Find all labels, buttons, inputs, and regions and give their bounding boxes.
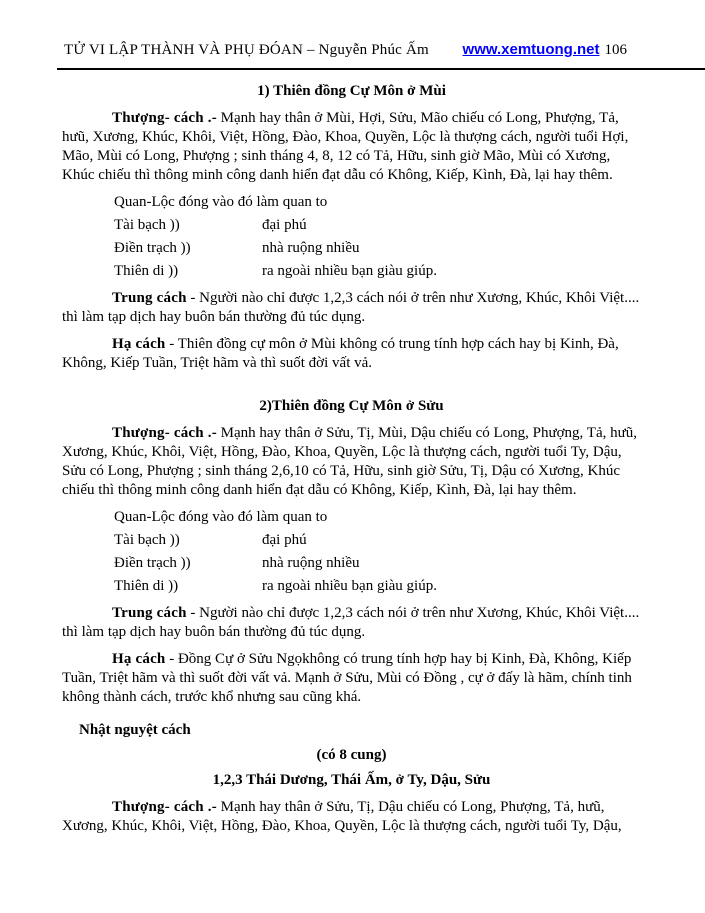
list-item-label: Điền trạch ))	[114, 240, 191, 256]
book-title: TỬ VI LẬP THÀNH VÀ PHỤ ĐÓAN – Nguyễn Phúc Ấm	[64, 42, 429, 58]
section-2-trung-paragraph	[62, 604, 641, 642]
list-item	[114, 216, 641, 235]
page-content	[62, 82, 641, 836]
section-1-title: 1) Thiên đồng Cự Môn ở Mùi	[257, 83, 446, 99]
thuong-cach-label: Thượng- cách .-	[112, 110, 217, 126]
list-item-value: đại phú	[262, 532, 307, 548]
list-item-value: ra ngoài nhiều bạn giàu giúp.	[262, 578, 437, 594]
list-item	[114, 554, 641, 573]
list-item-label: Quan-Lộc đóng vào đó làm quan to	[114, 509, 328, 525]
page-number: 106	[604, 42, 627, 58]
ha-cach-text: - Thiên đồng cự môn ở Mùi không có trung tính hợp cách hay bị Kinh, Đà, Không, Kiếp Tuần, Triệt hãm và thì suốt đời vất vả.	[62, 336, 619, 371]
section-1-thuong-paragraph	[62, 109, 641, 185]
nhat-nguyet-subtitle: 1,2,3 Thái Dương, Thái Ấm, ở Ty, Dậu, Sửu	[212, 772, 491, 788]
nhat-nguyet-heading: Nhật nguyệt cách	[79, 722, 191, 738]
thuong-cach-text: Mạnh hay thân ở Sửu, Tị, Dậu chiếu có Long, Phượng, Tả, hưũ, Xương, Khúc, Khôi, Việt, Hồng, Đào, Khoa, Quyền, Lộc là thượng cách, người tuổi Ty, Dậu,	[62, 799, 622, 834]
list-item-label: Tài bạch ))	[114, 532, 180, 548]
list-item-label: Thiên di ))	[114, 578, 179, 594]
list-item-label: Tài bạch ))	[114, 217, 180, 233]
list-item-value: nhà ruộng nhiều	[262, 240, 360, 256]
list-item	[114, 239, 641, 258]
trung-cach-label: Trung cách	[112, 605, 187, 621]
section-2-title: 2)Thiên đồng Cự Môn ở Sửu	[259, 398, 444, 414]
section-1-trung-paragraph	[62, 289, 641, 327]
trung-cach-label: Trung cách	[112, 290, 187, 306]
section-2-list	[114, 508, 641, 596]
header-right	[463, 40, 627, 60]
ha-cach-text: - Đồng Cự ở Sửu Ngọkhông có trung tính hợp hay bị Kinh, Đà, Không, Kiếp Tuần, Triệt hãm và thì suốt đời vất vả. Mạnh ở Sửu, Mùi có Đồng , cự ở đấy là hãm, chính tinh không thành cách, trước khổ nhưng sau cũng khá.	[62, 651, 632, 705]
list-item	[114, 577, 641, 596]
header-divider	[57, 68, 705, 70]
page-header	[64, 0, 627, 60]
list-item	[114, 193, 641, 212]
thuong-cach-label: Thượng- cách .-	[112, 799, 217, 815]
section-1-list	[114, 193, 641, 281]
list-item-label: Thiên di ))	[114, 263, 179, 279]
list-item-value: đại phú	[262, 217, 307, 233]
thuong-cach-text: Mạnh hay thân ở Mùi, Hợi, Sửu, Mão chiếu có Long, Phượng, Tả, hưũ, Xương, Khúc, Khôi, Việt, Hồng, Đào, Khoa, Quyền, Lộc là thượng cách, người tuổi Hợi, Mão, Mùi có Long, Phượng ; sinh tháng 4, 8, 12 có Tả, Hữu, sinh giờ Mão, Mùi có Xương, Khúc chiếu thì thông minh công danh hiển đạt dẫu có Không, Kiếp, Kình, Đà, lại hay thêm.	[62, 110, 629, 183]
list-item	[114, 262, 641, 281]
ha-cach-label: Hạ cách	[112, 651, 166, 667]
list-item-label: Điền trạch ))	[114, 555, 191, 571]
thuong-cach-label: Thượng- cách .-	[112, 425, 217, 441]
section-1-ha-paragraph	[62, 335, 641, 373]
section-2-thuong-paragraph	[62, 424, 641, 500]
nhat-nguyet-thuong-paragraph	[62, 798, 641, 836]
nhat-nguyet-subheading: (có 8 cung)	[316, 747, 387, 763]
thuong-cach-text: Mạnh hay thân ở Sửu, Tị, Mùi, Dậu chiếu có Long, Phượng, Tả, hưũ, Xương, Khúc, Khôi, Việt, Hồng, Đào, Khoa, Quyền, Lộc là thượng cách, người tuổi Ty, Dậu, Sửu có Long, Phượng ; sinh tháng 2,6,10 có Tả, Hữu, sinh giờ Sửu, Tị, Dậu có Xương, Khúc chiếu thì thông minh công danh hiển đạt dẫu có Không, Kiếp, Kình, Đà, lại hay thêm.	[62, 425, 637, 498]
trung-cach-text: - Người nào chỉ được 1,2,3 cách nói ở trên như Xương, Khúc, Khôi Việt.... thì làm tạp dịch hay buôn bán thường đủ túc dụng.	[62, 290, 640, 325]
list-item-value: ra ngoài nhiều bạn giàu giúp.	[262, 263, 437, 279]
ha-cach-label: Hạ cách	[112, 336, 166, 352]
list-item-label: Quan-Lộc đóng vào đó làm quan to	[114, 194, 328, 210]
trung-cach-text: - Người nào chỉ được 1,2,3 cách nói ở trên như Xương, Khúc, Khôi Việt.... thì làm tạp dịch hay buôn bán thường đủ túc dụng.	[62, 605, 640, 640]
list-item	[114, 508, 641, 527]
section-2-ha-paragraph	[62, 650, 641, 707]
list-item-value: nhà ruộng nhiều	[262, 555, 360, 571]
website-link[interactable]: www.xemtuong.net	[462, 41, 600, 58]
list-item	[114, 531, 641, 550]
